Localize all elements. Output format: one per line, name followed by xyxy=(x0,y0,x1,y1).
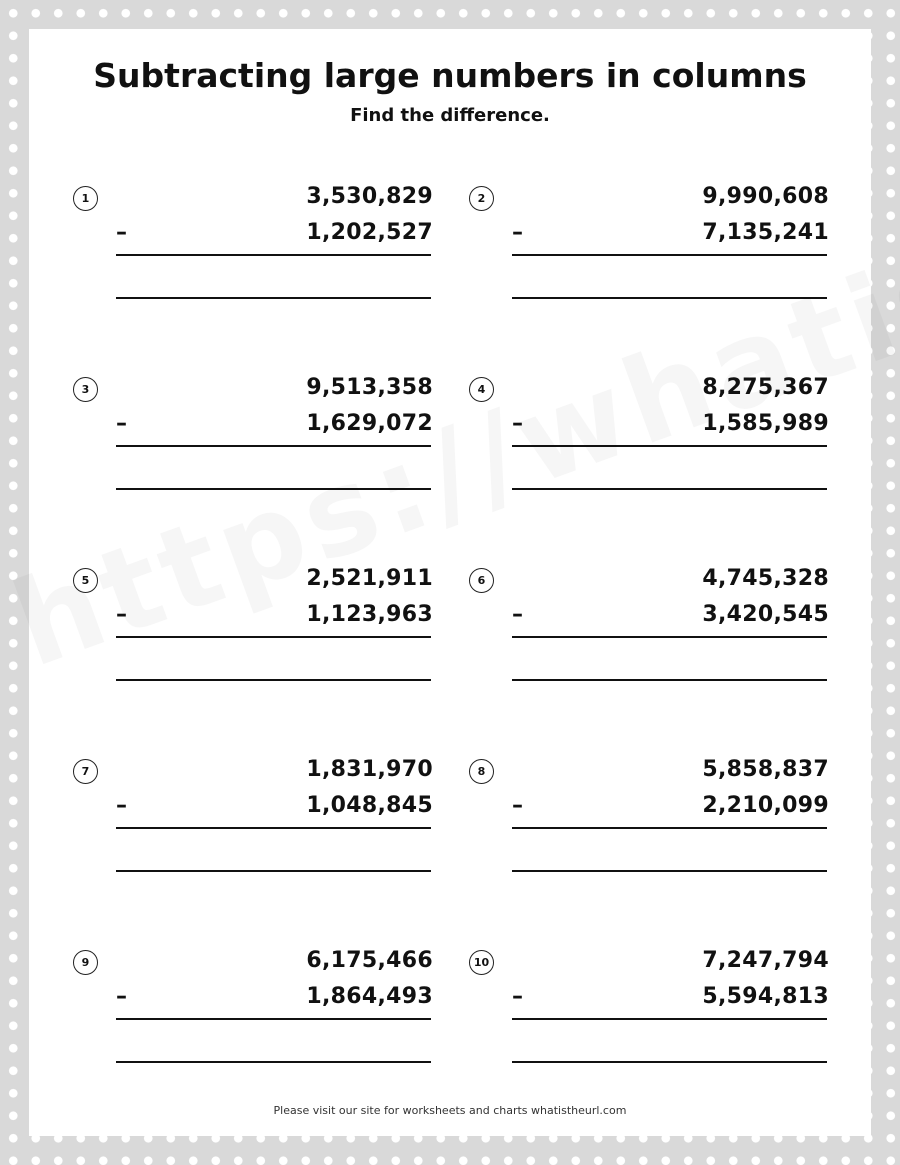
answer-line[interactable] xyxy=(512,870,827,872)
sum-line xyxy=(116,636,431,638)
answer-line[interactable] xyxy=(512,1061,827,1063)
problem-6 xyxy=(469,568,829,708)
sum-line xyxy=(512,445,827,447)
minuend: 9,513,358 xyxy=(306,375,433,400)
subtrahend: 1,585,989 xyxy=(702,411,829,436)
problem-9 xyxy=(73,950,433,1090)
problem-number-badge: 4 xyxy=(469,377,494,402)
minus-sign: – xyxy=(116,220,127,245)
sum-line xyxy=(116,254,431,256)
minus-sign: – xyxy=(512,793,523,818)
problem-3 xyxy=(73,377,433,517)
answer-line[interactable] xyxy=(116,1061,431,1063)
sum-line xyxy=(512,254,827,256)
sum-line xyxy=(512,827,827,829)
answer-line[interactable] xyxy=(512,488,827,490)
problem-number-badge: 7 xyxy=(73,759,98,784)
answer-line[interactable] xyxy=(512,679,827,681)
problem-number-badge: 6 xyxy=(469,568,494,593)
subtrahend: 1,048,845 xyxy=(306,793,433,818)
problem-number-badge: 3 xyxy=(73,377,98,402)
minuend: 3,530,829 xyxy=(306,184,433,209)
subtrahend: 1,864,493 xyxy=(306,984,433,1009)
subtrahend: 1,123,963 xyxy=(306,602,433,627)
problem-1 xyxy=(73,186,433,326)
minuend: 5,858,837 xyxy=(702,757,829,782)
minus-sign: – xyxy=(512,984,523,1009)
problem-4 xyxy=(469,377,829,517)
problem-8 xyxy=(469,759,829,899)
problem-2 xyxy=(469,186,829,326)
sum-line xyxy=(512,636,827,638)
subtrahend: 1,202,527 xyxy=(306,220,433,245)
problem-10 xyxy=(469,950,829,1090)
page-title: Subtracting large numbers in columns xyxy=(93,56,807,95)
minuend: 6,175,466 xyxy=(306,948,433,973)
minus-sign: – xyxy=(512,220,523,245)
minuend: 1,831,970 xyxy=(306,757,433,782)
answer-line[interactable] xyxy=(116,679,431,681)
footer-note: Please visit our site for worksheets and charts whatistheurl.com xyxy=(273,1104,627,1117)
answer-line[interactable] xyxy=(512,297,827,299)
problem-number-badge: 10 xyxy=(469,950,494,975)
subtrahend: 7,135,241 xyxy=(702,220,829,245)
problem-5 xyxy=(73,568,433,708)
problem-number-badge: 5 xyxy=(73,568,98,593)
subtrahend: 2,210,099 xyxy=(702,793,829,818)
minus-sign: – xyxy=(116,984,127,1009)
minus-sign: – xyxy=(116,793,127,818)
answer-line[interactable] xyxy=(116,297,431,299)
page-subtitle: Find the difference. xyxy=(350,105,550,126)
answer-line[interactable] xyxy=(116,488,431,490)
sum-line xyxy=(116,827,431,829)
sum-line xyxy=(116,445,431,447)
answer-line[interactable] xyxy=(116,870,431,872)
minus-sign: – xyxy=(116,411,127,436)
problem-number-badge: 8 xyxy=(469,759,494,784)
minus-sign: – xyxy=(512,411,523,436)
subtrahend: 3,420,545 xyxy=(702,602,829,627)
subtrahend: 1,629,072 xyxy=(306,411,433,436)
minuend: 8,275,367 xyxy=(702,375,829,400)
problem-number-badge: 9 xyxy=(73,950,98,975)
minus-sign: – xyxy=(512,602,523,627)
problem-number-badge: 2 xyxy=(469,186,494,211)
problem-number-badge: 1 xyxy=(73,186,98,211)
sum-line xyxy=(116,1018,431,1020)
minuend: 4,745,328 xyxy=(702,566,829,591)
subtrahend: 5,594,813 xyxy=(702,984,829,1009)
minuend: 9,990,608 xyxy=(702,184,829,209)
minuend: 2,521,911 xyxy=(306,566,433,591)
sum-line xyxy=(512,1018,827,1020)
minuend: 7,247,794 xyxy=(702,948,829,973)
problem-7 xyxy=(73,759,433,899)
minus-sign: – xyxy=(116,602,127,627)
